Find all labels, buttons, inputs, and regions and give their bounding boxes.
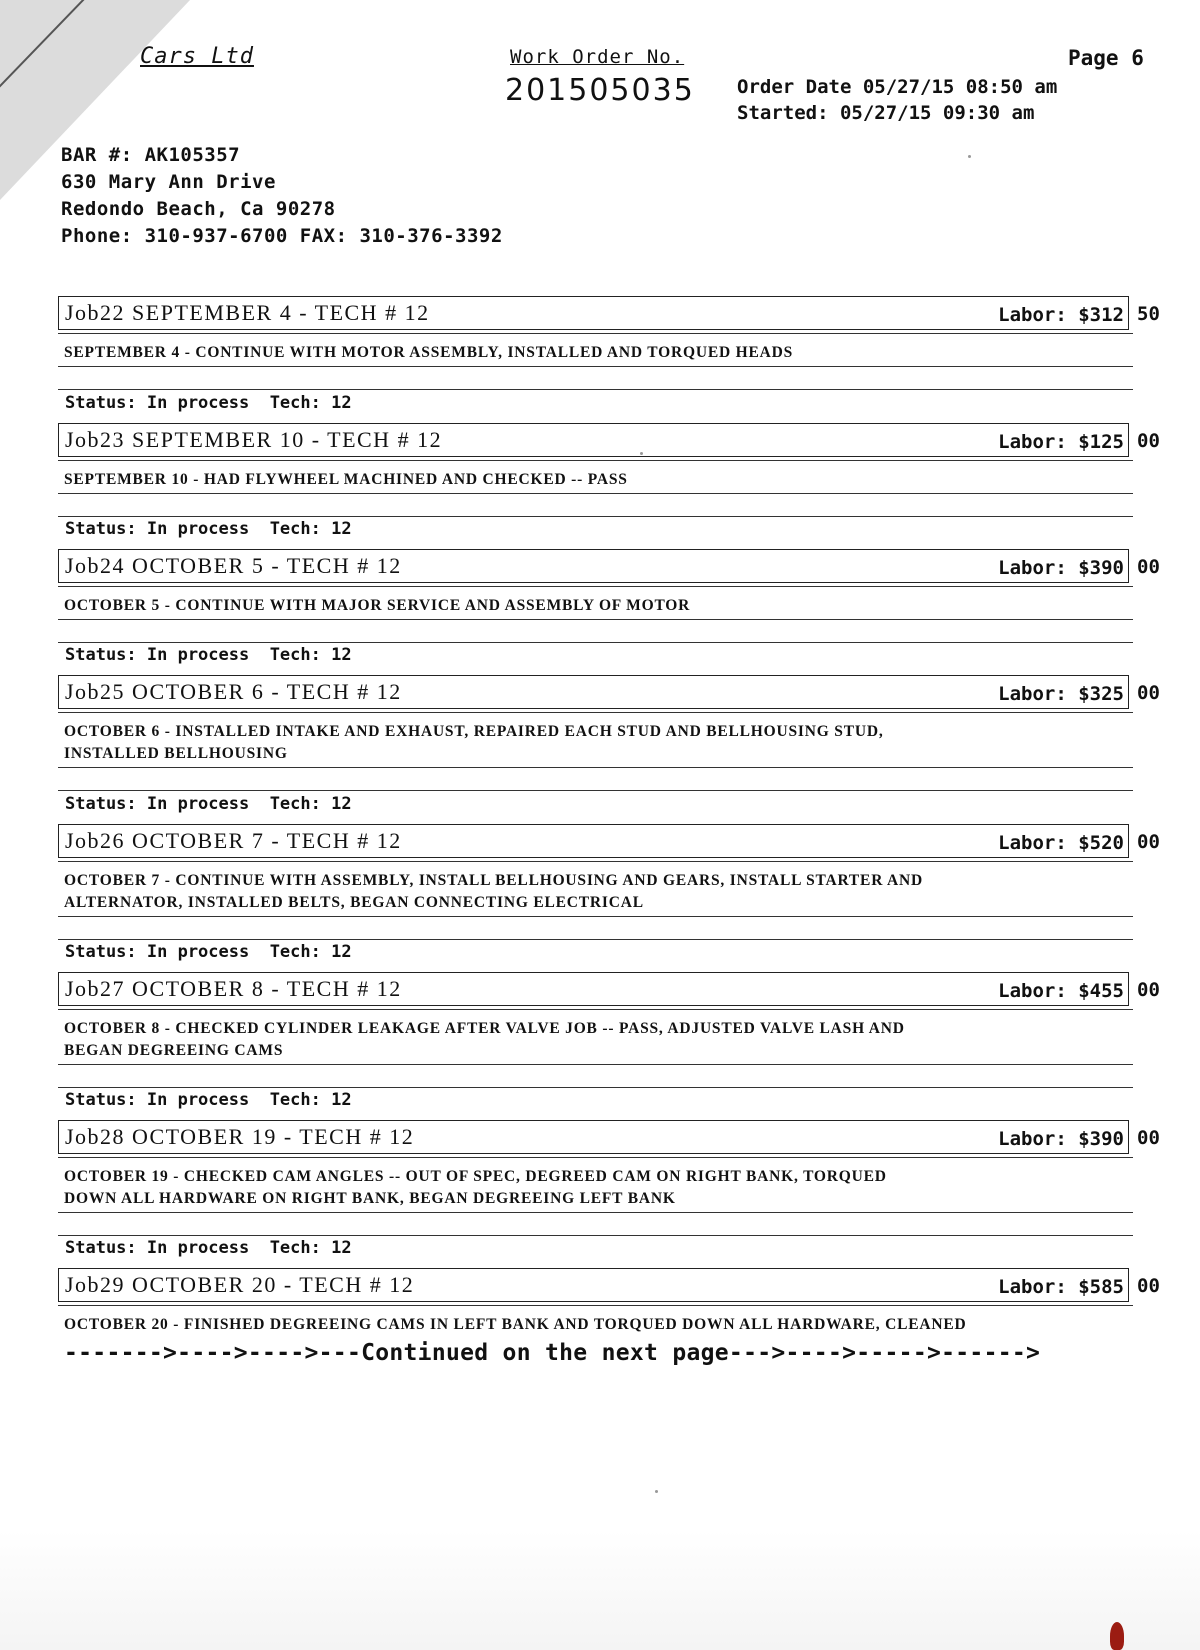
rule-line [58, 1087, 1133, 1088]
job-labor-cents: 00 [1137, 831, 1160, 853]
work-order-number: 201505035 [505, 73, 695, 108]
order-date: Order Date 05/27/15 08:50 am [737, 76, 1058, 98]
job-title: Job22 SEPTEMBER 4 - TECH # 12 [65, 300, 430, 325]
phone-fax-line [61, 225, 503, 247]
rule-line [58, 1064, 1133, 1065]
rule-line [58, 389, 1133, 390]
scan-bottom-shadow [0, 1530, 1200, 1650]
job-description: OCTOBER 6 - INSTALLED INTAKE AND EXHAUST, REPAIRED EACH STUD AND BELLHOUSING STUD, INSTALLED BELLHOUSING [64, 723, 884, 762]
rule-line [58, 642, 1133, 643]
job-header [58, 972, 1129, 1006]
job-description: SEPTEMBER 10 - HAD FLYWHEEL MACHINED AND CHECKED -- PASS [64, 471, 628, 488]
rule-line [58, 333, 1133, 334]
job-header [58, 824, 1129, 858]
rule-line [58, 916, 1133, 917]
continued-notice: ------->---->---->---Continued on the next page--->---->----->------> [64, 1340, 1041, 1366]
job-header [58, 1120, 1129, 1154]
rule-line [58, 493, 1133, 494]
rule-line [58, 767, 1133, 768]
rule-line [58, 1235, 1133, 1236]
city-address: Redondo Beach, Ca 90278 [61, 198, 336, 220]
bar-number: BAR #: AK105357 [61, 144, 241, 166]
rule-line [58, 1305, 1133, 1306]
job-status: Status: In process Tech: 12 [65, 645, 352, 665]
job-status: Status: In process Tech: 12 [65, 794, 352, 814]
job-title: Job23 SEPTEMBER 10 - TECH # 12 [65, 427, 443, 452]
job-header [58, 549, 1129, 583]
rule-line [58, 619, 1133, 620]
work-order-label: Work Order No. [510, 46, 685, 68]
job-description: OCTOBER 19 - CHECKED CAM ANGLES -- OUT OF SPEC, DEGREED CAM ON RIGHT BANK, TORQUED DOWN ALL HARDWARE ON RIGHT BANK, BEGAN DEGREEING LEFT BANK [64, 1168, 887, 1207]
job-labor-amount: Labor: $390 [998, 1128, 1124, 1150]
job-title: Job24 OCTOBER 5 - TECH # 12 [65, 553, 402, 578]
job-title: Job27 OCTOBER 8 - TECH # 12 [65, 976, 402, 1001]
job-status: Status: In process Tech: 12 [65, 1238, 352, 1258]
job-labor-cents: 00 [1137, 682, 1160, 704]
rule-line [58, 1157, 1133, 1158]
job-title: Job28 OCTOBER 19 - TECH # 12 [65, 1124, 415, 1149]
job-labor-cents: 00 [1137, 1275, 1160, 1297]
scan-speck [640, 452, 643, 455]
scan-speck [655, 1490, 658, 1493]
rule-line [58, 712, 1133, 713]
rule-line [58, 1212, 1133, 1213]
rule-line [58, 1009, 1133, 1010]
job-status: Status: In process Tech: 12 [65, 1090, 352, 1110]
job-description: OCTOBER 8 - CHECKED CYLINDER LEAKAGE AFTER VALVE JOB -- PASS, ADJUSTED VALVE LASH AND BEGAN DEGREEING CAMS [64, 1020, 905, 1059]
fax-number: FAX: 310-376-3392 [299, 225, 503, 247]
folded-corner [0, 0, 190, 200]
phone-number: Phone: 310-937-6700 [61, 225, 288, 247]
started-date: Started: 05/27/15 09:30 am [737, 102, 1035, 124]
rule-line [58, 366, 1133, 367]
job-status: Status: In process Tech: 12 [65, 519, 352, 539]
rule-line [58, 516, 1133, 517]
job-header [58, 1268, 1129, 1302]
job-labor-amount: Labor: $455 [998, 980, 1124, 1002]
rule-line [58, 790, 1133, 791]
job-description: SEPTEMBER 4 - CONTINUE WITH MOTOR ASSEMBLY, INSTALLED AND TORQUED HEADS [64, 344, 794, 361]
job-labor-amount: Labor: $325 [998, 683, 1124, 705]
job-header [58, 423, 1129, 457]
job-labor-cents: 00 [1137, 1127, 1160, 1149]
job-labor-cents: 00 [1137, 556, 1160, 578]
rule-line [58, 586, 1133, 587]
scan-speck [968, 155, 971, 158]
job-labor-amount: Labor: $312 [998, 304, 1124, 326]
job-labor-amount: Labor: $585 [998, 1276, 1124, 1298]
job-labor-cents: 00 [1137, 979, 1160, 1001]
job-title: Job25 OCTOBER 6 - TECH # 12 [65, 679, 402, 704]
job-labor-cents: 00 [1137, 430, 1160, 452]
job-description: OCTOBER 5 - CONTINUE WITH MAJOR SERVICE AND ASSEMBLY OF MOTOR [64, 597, 691, 614]
job-labor-amount: Labor: $125 [998, 431, 1124, 453]
red-ink-mark [1110, 1622, 1124, 1650]
company-name: Cars Ltd [140, 44, 254, 69]
job-header [58, 675, 1129, 709]
job-description: OCTOBER 20 - FINISHED DEGREEING CAMS IN LEFT BANK AND TORQUED DOWN ALL HARDWARE, CLEANED [64, 1316, 967, 1333]
job-description: OCTOBER 7 - CONTINUE WITH ASSEMBLY, INSTALL BELLHOUSING AND GEARS, INSTALL STARTER AND ALTERNATOR, INSTALLED BELTS, BEGAN CONNECTING ELECTRICAL [64, 872, 923, 911]
job-title: Job26 OCTOBER 7 - TECH # 12 [65, 828, 402, 853]
rule-line [58, 861, 1133, 862]
rule-line [58, 939, 1133, 940]
job-labor-cents: 50 [1137, 303, 1160, 325]
job-labor-amount: Labor: $390 [998, 557, 1124, 579]
job-status: Status: In process Tech: 12 [65, 393, 352, 413]
job-status: Status: In process Tech: 12 [65, 942, 352, 962]
job-title: Job29 OCTOBER 20 - TECH # 12 [65, 1272, 415, 1297]
rule-line [58, 460, 1133, 461]
job-labor-amount: Labor: $520 [998, 832, 1124, 854]
page-number: Page 6 [1068, 46, 1144, 70]
job-header [58, 296, 1129, 330]
street-address: 630 Mary Ann Drive [61, 171, 276, 193]
